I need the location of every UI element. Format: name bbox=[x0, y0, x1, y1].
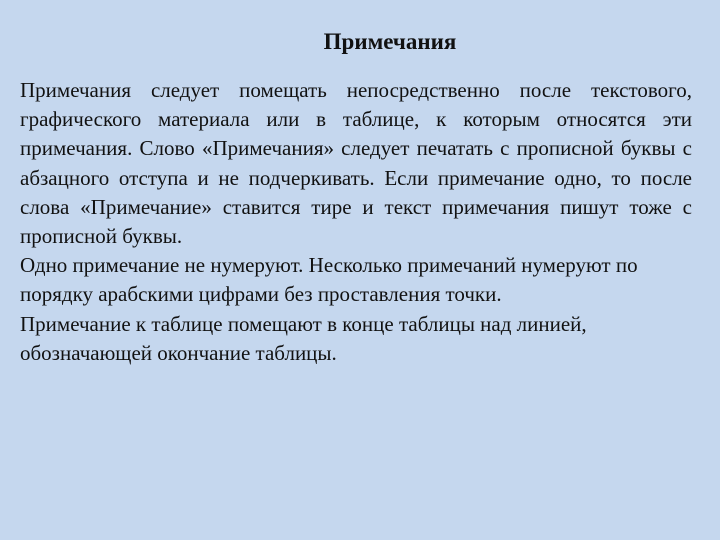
slide-title: Примечания bbox=[323, 29, 457, 54]
paragraph-table-notes: Примечание к таблице помещают в конце таблицы над линией, обозначающей окончание таблицы. bbox=[20, 311, 587, 365]
slide-body bbox=[20, 76, 692, 368]
paragraph-notes-numbering: Одно примечание не нумеруют. Несколько примечаний нумеруют по порядку арабскими цифрами без проставления точки. bbox=[20, 253, 638, 307]
paragraph-notes-placement: Примечания следует помещать непосредственно после текстового, графического материала или в таблице, к которым относятся эти примечания. Слово «Примечания» следует печатать с прописной буквы с абзацного отступа и не подчеркивать. Если примечание одно, то после слова «Примечание» ставится тире и текст примечания пишут тоже с прописной буквы. bbox=[20, 78, 692, 249]
